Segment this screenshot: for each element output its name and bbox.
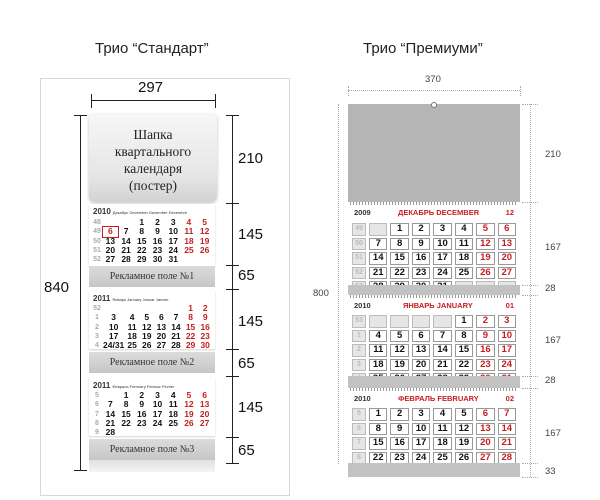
week-number: 3 [352, 359, 366, 372]
day-cell: 27 [156, 340, 167, 351]
month-header [93, 294, 169, 303]
standard-month-block-1 [89, 204, 215, 266]
day-cell: 2 [476, 315, 494, 328]
day-cell: 10 [168, 226, 178, 237]
day-cell: 16 [390, 437, 408, 450]
day-cell: 6 [412, 330, 430, 343]
day-cell: 29 [137, 254, 147, 265]
week-number: 8 [352, 452, 366, 465]
day-cell: 14 [105, 408, 116, 419]
day-cell [150, 428, 165, 437]
day-cell: 9 [202, 312, 208, 323]
day-cell: 15 [390, 252, 408, 265]
day-cell: 31 [168, 254, 178, 265]
segment-label: 210 [238, 150, 264, 167]
standard-month-block-2 [89, 291, 215, 349]
day-cell: 17 [168, 235, 178, 246]
day-cell: 21 [433, 359, 451, 372]
day-cell [119, 428, 134, 437]
day-cell: 7 [173, 312, 179, 323]
ad-field-3: Рекламное поле №3 [89, 439, 215, 460]
week-number: 53 [352, 315, 366, 328]
segment-label: 145 [238, 226, 264, 243]
week-number: 52 [93, 305, 101, 312]
day-cell: 26 [476, 267, 494, 280]
day-cell: 18 [168, 408, 178, 419]
day-cell: 5 [144, 312, 150, 323]
day-cell: 9 [139, 399, 145, 410]
day-cell [182, 255, 197, 264]
day-cell: 10 [412, 423, 430, 436]
day-cell: 6 [476, 408, 494, 421]
day-cell: 23 [390, 452, 408, 465]
day-cell: 8 [123, 399, 129, 410]
premium-width-tick-left [348, 86, 349, 96]
day-cell: 13 [412, 344, 430, 357]
day-cell: 19 [476, 252, 494, 265]
standard-height-tick-bottom [74, 470, 87, 471]
standard-width-line [91, 100, 216, 101]
day-cell: 6 [158, 312, 164, 323]
premium-month-block-1 [348, 205, 520, 285]
day-cell: 20 [105, 244, 116, 255]
week-number: 3 [95, 332, 99, 340]
hanging-hole-icon [431, 102, 437, 108]
day-cell: 8 [455, 330, 473, 343]
day-cell: 23 [412, 267, 430, 280]
premium-height-label: 800 [313, 288, 329, 299]
ad-field-2: Рекламное поле №2 [89, 352, 215, 373]
day-cell: 25 [168, 417, 178, 428]
month-names: Январь January Januar Janvier [112, 297, 169, 302]
day-cell: 12 [455, 423, 473, 436]
week-number: 5 [95, 392, 99, 399]
day-cell: 19 [184, 408, 194, 419]
standard-height-line [80, 115, 81, 470]
premium-height-line [338, 104, 339, 464]
day-cell: 23 [152, 244, 163, 255]
day-cell: 18 [455, 252, 473, 265]
week-number: 52 [93, 256, 101, 264]
month-grid [92, 304, 212, 350]
day-cell: 21 [171, 330, 181, 341]
premium-month-block-2 [348, 298, 520, 376]
day-cell: 17 [498, 344, 516, 357]
standard-month-block-3 [89, 378, 215, 436]
segment-label: 167 [545, 428, 561, 439]
day-cell: 7 [369, 238, 387, 251]
year: 2009 [354, 208, 371, 217]
segment-tick [226, 376, 239, 377]
day-cell: 12 [199, 226, 210, 237]
day-cell: 19 [390, 359, 408, 372]
day-cell: 21 [105, 417, 116, 428]
month-names: Декабрь December Dezember Décembre [112, 210, 188, 215]
day-cell: 24 [412, 452, 430, 465]
day-cell: 1 [139, 217, 145, 227]
premium-bottom [348, 463, 520, 477]
year: 2010 [354, 394, 371, 403]
day-cell: 2 [412, 223, 430, 236]
day-cell: 29 [185, 340, 196, 351]
day-cell: 17 [152, 408, 163, 419]
day-cell: 12 [184, 399, 194, 410]
day-cell: 10 [152, 399, 163, 410]
day-cell: 28 [171, 340, 181, 351]
day-cell: 7 [123, 226, 129, 237]
day-cell: 13 [199, 399, 210, 410]
year: 2011 [93, 294, 111, 303]
day-cell: 14 [121, 235, 131, 246]
day-cell: 18 [369, 359, 387, 372]
day-cell: 1 [369, 408, 387, 421]
day-cell: 2 [139, 390, 145, 400]
day-cell: 27 [199, 417, 210, 428]
day-cell: 20 [199, 408, 210, 419]
premium-segment-line [530, 104, 531, 477]
standard-height-label: 840 [44, 279, 70, 296]
segment-tick [226, 289, 239, 290]
day-cell: 3 [155, 390, 160, 400]
segment-tick [226, 349, 239, 350]
segment-tick [522, 104, 538, 105]
day-cell: 19 [455, 437, 473, 450]
day-cell: 22 [137, 244, 147, 255]
segment-tick [522, 388, 538, 389]
month-grid [352, 315, 516, 386]
day-cell [369, 315, 387, 328]
day-cell: 9 [390, 423, 408, 436]
week-number: 6 [95, 401, 99, 409]
day-cell: 23 [476, 359, 494, 372]
segment-tick [226, 115, 239, 116]
segment-label: 145 [238, 399, 264, 416]
segment-label: 28 [545, 283, 556, 294]
day-cell: 11 [127, 321, 137, 332]
standard-width-label: 297 [138, 79, 164, 96]
day-cell: 25 [127, 340, 137, 351]
day-cell: 25 [455, 267, 473, 280]
day-cell [134, 428, 149, 437]
day-cell: 4 [186, 217, 192, 227]
day-cell: 26 [455, 452, 473, 465]
day-cell: 7 [107, 399, 113, 410]
month-grid [92, 218, 212, 264]
day-cell: 11 [184, 226, 194, 237]
day-cell: 8 [139, 226, 145, 237]
day-cell: 5 [455, 408, 473, 421]
day-cell: 26 [141, 340, 152, 351]
day-cell: 2 [155, 217, 160, 227]
day-cell: 28 [105, 427, 116, 438]
week-number: 5 [352, 408, 366, 421]
month-name: ЯНВАРЬ JANUARY [403, 301, 473, 310]
day-cell: 16 [412, 252, 430, 265]
segment-label: 167 [545, 335, 561, 346]
day-cell: 11 [168, 399, 178, 410]
day-cell: 15 [185, 321, 196, 332]
week-number: 48 [93, 219, 101, 226]
header-line: календаря [123, 161, 183, 176]
week-number: 7 [352, 437, 366, 450]
month-number: 12 [505, 208, 514, 217]
segment-tick [522, 202, 538, 203]
year: 2011 [93, 381, 111, 390]
week-number: 49 [352, 223, 366, 236]
day-cell: 16 [200, 321, 210, 332]
day-cell: 26 [184, 417, 194, 428]
week-number: 51 [93, 246, 101, 254]
day-cell: 28 [121, 254, 131, 265]
day-cell: 15 [455, 344, 473, 357]
segment-label: 167 [545, 242, 561, 253]
day-cell: 24 [498, 359, 516, 372]
day-cell [412, 315, 430, 328]
day-cell: 14 [369, 252, 387, 265]
month-number: 02 [505, 394, 514, 403]
day-cell [197, 428, 212, 437]
day-cell: 14 [171, 321, 181, 332]
day-cell: 3 [498, 315, 516, 328]
day-cell: 1 [390, 223, 408, 236]
premium-gap-2 [348, 376, 520, 388]
header-line: Шапка [133, 127, 173, 142]
day-cell: 19 [141, 330, 152, 341]
segment-label: 65 [238, 442, 255, 459]
week-number: 6 [352, 423, 366, 436]
ad-field-1: Рекламное поле №1 [89, 266, 215, 287]
week-number: 1 [95, 314, 99, 322]
day-cell: 1 [188, 303, 193, 313]
day-cell: 15 [137, 235, 147, 246]
day-cell: 5 [202, 217, 207, 227]
day-cell: 19 [199, 235, 210, 246]
day-cell: 24 [152, 417, 163, 428]
standard-title: Трио “Стандарт” [95, 40, 209, 57]
week-number: 50 [352, 238, 366, 251]
segment-label: 65 [238, 355, 255, 372]
day-cell: 28 [498, 452, 516, 465]
day-cell: 8 [188, 312, 193, 323]
day-cell: 17 [108, 330, 119, 341]
segment-tick [522, 295, 538, 296]
day-cell: 14 [433, 344, 451, 357]
day-cell: 18 [184, 235, 194, 246]
day-cell: 23 [200, 330, 210, 341]
day-cell: 21 [121, 244, 131, 255]
day-cell [166, 428, 181, 437]
day-cell: 6 [202, 390, 207, 400]
month-header [93, 381, 174, 390]
day-cell: 22 [185, 330, 196, 341]
year: 2010 [93, 207, 111, 216]
day-cell: 4 [433, 408, 451, 421]
day-cell: 4 [455, 223, 473, 236]
day-cell: 3 [412, 408, 430, 421]
day-cell: 11 [433, 423, 451, 436]
segment-tick [522, 463, 538, 464]
header-line: (постер) [129, 178, 177, 193]
day-cell: 5 [390, 330, 408, 343]
day-cell: 16 [476, 344, 494, 357]
day-cell: 15 [369, 437, 387, 450]
week-number: 8 [95, 419, 99, 427]
day-cell: 8 [369, 423, 387, 436]
premium-width-line [348, 90, 520, 91]
day-cell: 11 [455, 238, 473, 251]
day-cell: 20 [156, 330, 167, 341]
day-cell: 23 [137, 417, 147, 428]
day-cell: 20 [412, 359, 430, 372]
day-cell: 24 [433, 267, 451, 280]
standard-width-tick-left [91, 94, 92, 108]
day-cell: 13 [498, 238, 516, 251]
day-cell: 2 [390, 408, 408, 421]
day-cell: 9 [412, 238, 430, 251]
segment-tick [226, 463, 239, 464]
month-grid [92, 391, 212, 437]
day-cell: 24 [168, 244, 178, 255]
day-cell: 13 [105, 235, 116, 246]
day-cell: 22 [390, 267, 408, 280]
day-cell: 26 [199, 244, 210, 255]
day-cell: 21 [498, 437, 516, 450]
header-line: квартального [114, 144, 192, 159]
segment-tick [226, 437, 239, 438]
day-cell: 5 [186, 390, 192, 400]
premium-month-block-3 [348, 391, 520, 463]
day-cell [369, 223, 387, 236]
segment-tick [226, 265, 239, 266]
week-number: 51 [352, 252, 366, 265]
day-cell: 22 [121, 417, 131, 428]
day-cell: 18 [433, 437, 451, 450]
day-cell: 11 [369, 344, 387, 357]
standard-width-tick-right [215, 94, 216, 108]
day-cell: 30 [152, 254, 163, 265]
day-cell: 6 [498, 223, 516, 236]
day-cell: 25 [184, 244, 194, 255]
segment-label: 210 [545, 149, 561, 160]
day-cell: 13 [476, 423, 494, 436]
week-number: 49 [93, 228, 101, 236]
day-cell: 12 [141, 321, 152, 332]
day-cell: 17 [433, 252, 451, 265]
day-cell: 27 [476, 452, 494, 465]
day-cell: 18 [127, 330, 137, 341]
premium-width-label: 370 [425, 74, 441, 85]
day-cell: 3 [433, 223, 451, 236]
premium-header [348, 104, 520, 202]
day-cell: 6 [103, 227, 118, 236]
day-cell: 10 [498, 330, 516, 343]
day-cell: 17 [412, 437, 430, 450]
standard-height-tick-top [74, 115, 87, 116]
segment-tick [226, 203, 239, 204]
day-cell: 7 [433, 330, 451, 343]
day-cell: 7 [498, 408, 516, 421]
day-cell: 5 [476, 223, 494, 236]
day-cell: 4 [369, 330, 387, 343]
day-cell: 21 [369, 267, 387, 280]
day-cell: 25 [433, 452, 451, 465]
week-number: 52 [352, 267, 366, 280]
day-cell: 2 [202, 303, 208, 313]
day-cell: 27 [105, 254, 116, 265]
month-name: ДЕКАБРЬ DECEMBER [398, 208, 480, 217]
day-cell: 9 [155, 226, 160, 237]
segment-tick [522, 477, 538, 478]
day-cell: 4 [170, 390, 176, 400]
day-cell: 9 [476, 330, 494, 343]
day-cell: 8 [390, 238, 408, 251]
day-cell: 3 [170, 217, 176, 227]
premium-width-tick-right [520, 86, 521, 96]
day-cell [433, 315, 451, 328]
day-cell: 13 [156, 321, 167, 332]
day-cell [197, 255, 212, 264]
month-grid [352, 223, 516, 294]
day-cell: 12 [390, 344, 408, 357]
day-cell: 1 [123, 390, 129, 400]
day-cell: 20 [498, 252, 516, 265]
day-cell: 20 [476, 437, 494, 450]
day-cell: 12 [476, 238, 494, 251]
day-cell: 16 [137, 408, 147, 419]
month-names: Февраль February Februar Février [112, 384, 175, 389]
segment-label: 33 [545, 466, 556, 477]
day-cell: 3 [111, 312, 116, 323]
week-number: 50 [93, 237, 101, 245]
day-cell [182, 428, 197, 437]
week-number: 1 [352, 330, 366, 343]
day-cell: 15 [121, 408, 131, 419]
segment-tick [522, 376, 538, 377]
month-name: ФЕВРАЛЬ FEBRUARY [398, 394, 479, 403]
week-number: 2 [352, 344, 366, 357]
segment-label: 145 [238, 313, 264, 330]
day-cell [390, 315, 408, 328]
week-number: 2 [95, 323, 99, 331]
day-cell: 4 [129, 312, 135, 323]
day-cell: 27 [498, 267, 516, 280]
segment-tick [522, 285, 538, 286]
year: 2010 [354, 301, 371, 310]
day-cell: 1 [455, 315, 473, 328]
day-cell: 22 [369, 452, 387, 465]
premium-title: Трио “Премиуми” [363, 40, 483, 57]
segment-label: 28 [545, 375, 556, 386]
segment-label: 65 [238, 267, 255, 284]
week-number: 4 [95, 342, 99, 350]
day-cell: 16 [152, 235, 163, 246]
day-cell: 24/31 [103, 340, 125, 351]
month-number: 01 [505, 301, 514, 310]
month-grid [352, 408, 516, 464]
week-number: 9 [95, 429, 99, 437]
day-cell: 10 [108, 321, 119, 332]
day-cell: 10 [433, 238, 451, 251]
week-number: 7 [95, 410, 99, 418]
month-header [93, 207, 187, 216]
day-cell: 30 [200, 340, 210, 351]
day-cell: 14 [498, 423, 516, 436]
premium-gap-1 [348, 285, 520, 295]
standard-header-poster [89, 114, 217, 202]
day-cell: 22 [455, 359, 473, 372]
standard-bottom-fold [89, 460, 215, 472]
